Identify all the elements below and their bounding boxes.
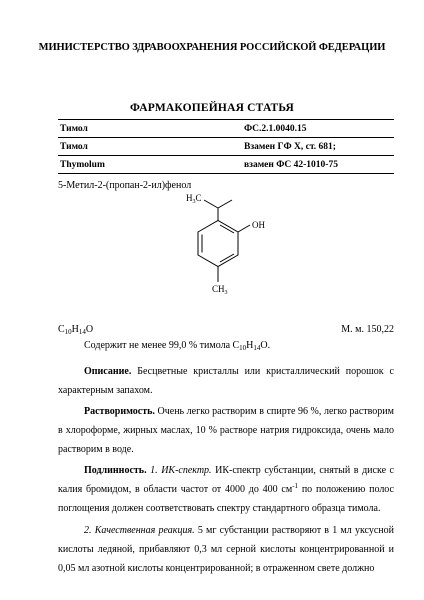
- info-row: [58, 138, 394, 156]
- label-h3c: $H_3C$: [186, 193, 202, 205]
- description-paragraph: Описание. Бесцветные кристаллы или кристаллический порошок с характерным запахом.: [58, 366, 394, 396]
- info-replaces-1: Взамен ГФ X, ст. 681;: [242, 138, 394, 156]
- info-replaces-2: взамен ФС 42-1010-75: [242, 156, 394, 174]
- molar-mass: М. м. 150,22: [341, 324, 394, 335]
- label-ch3: $CH_3$: [212, 284, 228, 296]
- info-row: [58, 156, 394, 174]
- thymol-structure: [168, 192, 278, 312]
- molecular-formula: $C_{10}H_{14}O$: [58, 324, 94, 336]
- info-code: ФС.2.1.0040.15: [242, 120, 394, 138]
- iupac-name: 5-Метил-2-(пропан-2-ил)фенол: [58, 180, 192, 191]
- info-row: [58, 120, 394, 138]
- solubility-paragraph: Растворимость. Очень легко растворим в спирте 96 %, легко растворим в хлороформе, жирных маслах, 10 % растворе натрия гидроксида, очень мало растворим в воде.: [58, 406, 394, 455]
- info-name-ru: Тимол: [58, 120, 242, 138]
- label-oh: OH: [252, 220, 265, 230]
- content-statement: Содержит не менее 99,0 % тимола $C_{10}H_{14}O$.: [84, 340, 271, 352]
- info-name-latin: Thymolum: [58, 156, 242, 174]
- info-name-ru-2: Тимол: [58, 138, 242, 156]
- article-info-table: [58, 119, 394, 174]
- benzene-ring: [198, 200, 250, 282]
- ministry-header: МИНИСТЕРСТВО ЗДРАВООХРАНЕНИЯ РОССИЙСКОЙ ФЕДЕРАЦИИ: [38, 42, 386, 53]
- identity-reaction-paragraph: 2. Качественная реакция. 5 мг субстанции растворяют в 1 мл уксусной кислоты ледяной, прибавляют 0,3 мл серной кислоты концентрированной и 0,05 мл азотной кислоты концентрированной; в отраженном свете должно: [58, 525, 395, 574]
- identity-paragraph: Подлинность. 1. ИК-спектр. ИК-спектр субстанции, снятый в диске с калия бромидом, в области частот от 4000 до 400 $см^{-1}$ по положению полос поглощения должен соответствовать спектру стандартного образца тимола.: [58, 465, 394, 514]
- oh-bond: [238, 225, 250, 232]
- article-title: ФАРМАКОПЕЙНАЯ СТАТЬЯ: [129, 102, 295, 114]
